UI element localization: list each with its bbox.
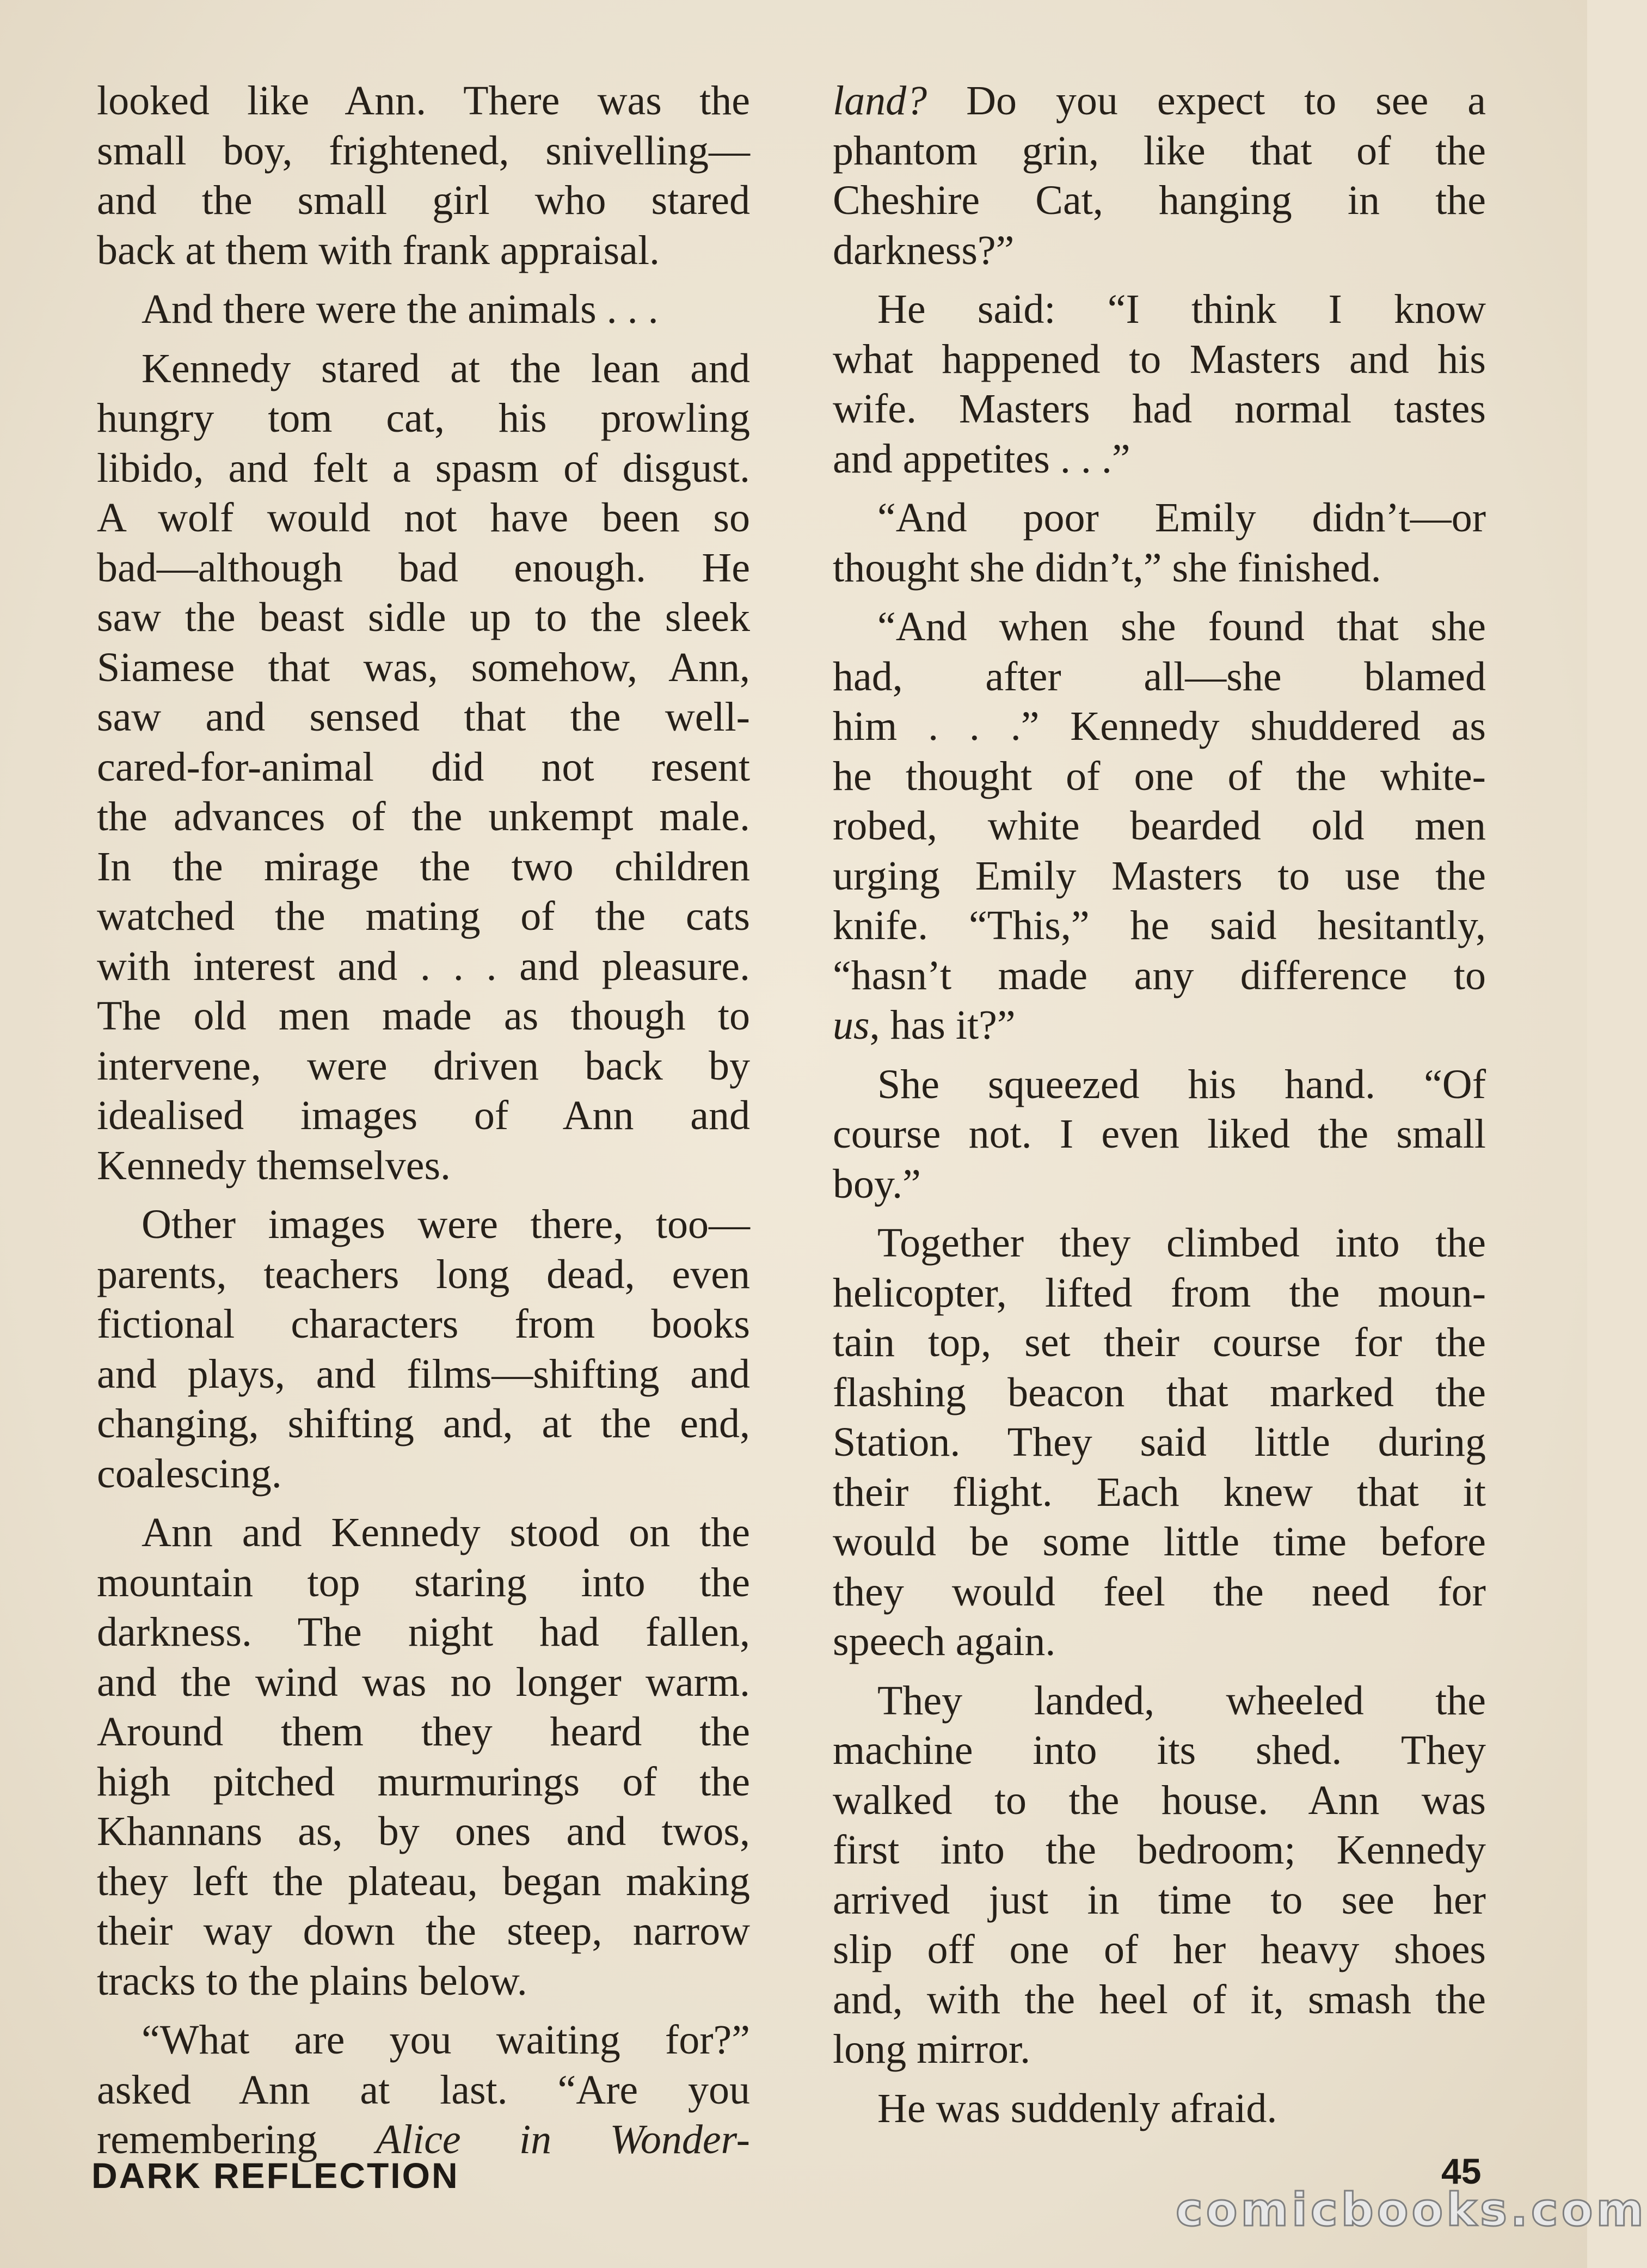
text-line: Siamese that was, somehow, Ann, [97,644,750,690]
text-line: “And poor Emily didn’t—or [877,495,1486,541]
italic-text: Alice in Wonder- [376,2117,750,2162]
text-line: high pitched murmurings of the [97,1758,750,1805]
text-line: parents, teachers long dead, even [97,1251,750,1297]
text-line: changing, shifting and, at the end, [97,1401,750,1446]
text-line: course not. I even liked the small [833,1111,1486,1157]
text-line: coalescing. [97,1450,282,1497]
text-line: arrived just in time to see her [833,1877,1486,1923]
text-line: watched the mating of the cats [97,893,750,939]
paragraph [833,2084,1486,2134]
text-line: small boy, frightened, snivelling— [97,127,750,174]
text-line: mountain top staring into the [97,1559,750,1605]
text-line: what happened to Masters and his [833,336,1486,382]
watermark-logo: comicbooks.com [1176,2183,1647,2236]
text-line: their flight. Each knew that it [833,1469,1486,1515]
italic-text: land? [833,78,927,124]
paragraph [97,1200,750,1499]
text-line: He said: “I think I know [877,286,1486,332]
right-text-column [833,76,1486,2143]
paragraph [833,1676,1486,2075]
text-line: And there were the animals . . . [142,286,659,332]
text-line: darkness. The night had fallen, [97,1609,750,1655]
text-line: looked like Ann. There was the [97,78,750,124]
text-line: They landed, wheeled the [877,1677,1486,1724]
text-line: wife. Masters had normal tastes [833,386,1486,432]
text-line: “hasn’t made any difference to [833,952,1486,998]
text-line: cared-for-animal did not resent [97,744,750,790]
text-line: hungry tom cat, his prowling [97,395,750,441]
text-line: their way down the steep, narrow [97,1908,750,1954]
text-line: robed, white bearded old men [833,803,1486,849]
text-line: they left the plateau, began making [97,1858,750,1904]
text-line [833,76,1486,126]
text-line: would be some little time before [833,1519,1486,1565]
text-line: “What are you waiting for?” [142,2017,750,2063]
text-line: Cheshire Cat, hanging in the [833,177,1486,223]
paragraph [833,1218,1486,1667]
text-line: and the wind was no longer warm. [97,1659,750,1705]
text-line: flashing beacon that marked the [833,1369,1486,1415]
text-run: Do you expect to see a [927,78,1486,124]
text-line [833,1001,1486,1051]
text-line: intervene, were driven back by [97,1043,750,1089]
text-line: and the small girl who stared [97,177,750,223]
page-number: 45 [1441,2151,1482,2191]
paragraph [97,76,750,275]
text-line: idealised images of Ann and [97,1093,750,1138]
text-line: bad—although bad enough. He [97,544,750,591]
text-line: He was suddenly afraid. [877,2085,1277,2131]
text-line: knife. “This,” he said hesitantly, [833,903,1486,948]
text-line: Kennedy stared at the lean and [142,345,750,391]
text-line: urging Emily Masters to use the [833,853,1486,899]
text-line: Kennedy themselves. [97,1142,451,1188]
text-line: tain top, set their course for the [833,1320,1486,1365]
text-line: long mirror. [833,2026,1031,2072]
text-line: he thought of one of the white- [833,753,1486,799]
text-line: thought she didn’t,” she finished. [833,544,1381,591]
text-line: the advances of the unkempt male. [97,794,750,839]
paragraph [97,2015,750,2165]
story-title-footer: DARK REFLECTION [91,2155,459,2196]
text-run: , has it?” [869,1002,1016,1048]
text-line: had, after all—she blamed [833,653,1486,700]
text-line: Other images were there, too— [142,1202,750,1247]
text-line: and appetites . . .” [833,436,1130,482]
paragraph [833,76,1486,275]
paragraph [833,493,1486,593]
text-line: speech again. [833,1619,1056,1664]
text-line: machine into its shed. They [833,1727,1486,1773]
text-line: Together they climbed into the [877,1220,1486,1266]
text-line: Around them they heard the [97,1709,750,1755]
text-run: remembering [97,2117,376,2162]
italic-text: us [833,1002,870,1048]
text-line: back at them with frank appraisal. [97,227,660,273]
paragraph [97,344,750,1191]
paragraph [97,1508,750,2006]
text-line: Ann and Kennedy stood on the [142,1510,750,1555]
text-line: slip off one of her heavy shoes [833,1927,1486,1972]
text-line: him . . .” Kennedy shuddered as [833,703,1486,749]
text-line: and plays, and films—shifting and [97,1351,750,1397]
text-line: boy.” [833,1161,921,1207]
text-line: saw and sensed that the well- [97,694,750,740]
paragraph [833,602,1486,1051]
text-line: darkness?” [833,227,1015,273]
text-line: and, with the heel of it, smash the [833,1976,1486,2022]
text-line: phantom grin, like that of the [833,127,1486,174]
paragraph [833,285,1486,484]
left-text-column [97,76,750,2174]
text-line: A wolf would not have been so [97,495,750,541]
text-line: helicopter, lifted from the moun- [833,1270,1486,1316]
text-line: In the mirage the two children [97,843,750,890]
text-line: libido, and felt a spasm of disgust. [97,445,750,491]
text-line: Station. They said little during [833,1419,1486,1465]
text-line: “And when she found that she [877,604,1486,649]
text-line: The old men made as though to [97,993,750,1039]
text-line: She squeezed his hand. “Of [877,1061,1486,1107]
text-line: walked to the house. Ann was [833,1777,1486,1823]
paragraph [97,285,750,335]
text-line: with interest and . . . and pleasure. [97,943,750,989]
text-line: first into the bedroom; Kennedy [833,1827,1486,1873]
text-line: saw the beast sidle up to the sleek [97,594,750,640]
text-line: fictional characters from books [97,1301,750,1347]
paragraph [833,1060,1486,1210]
text-line: tracks to the plains below. [97,1958,527,2004]
text-line: they would feel the need for [833,1568,1486,1615]
text-line: asked Ann at last. “Are you [97,2067,750,2113]
text-line: Khannans as, by ones and twos, [97,1809,750,1854]
